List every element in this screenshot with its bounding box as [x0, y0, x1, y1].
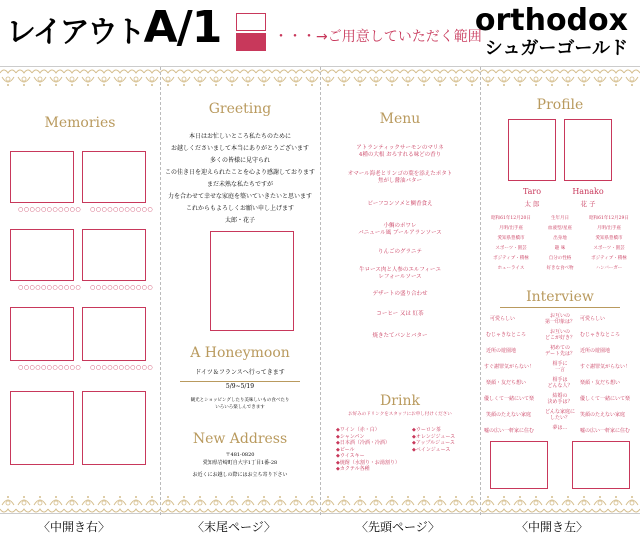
brand — [475, 4, 628, 60]
drink-item: ◆オレンジジュース — [412, 433, 456, 440]
caption-dots: ○○○○○○○○○○○ — [18, 284, 82, 291]
profile-cell: スポーツ・園芸 — [495, 246, 527, 251]
photo-frame — [10, 391, 74, 465]
panel-menu — [320, 67, 480, 515]
footer-label-inner-left: 〈中開き左〉 — [516, 520, 589, 534]
interview-question: 初めての デート先は？ — [544, 345, 575, 357]
brand-sub: シュガーゴールド — [484, 38, 628, 59]
swatch-outline — [236, 13, 266, 31]
photo-frame — [10, 229, 74, 281]
interview-question: 相手に 一言 — [552, 361, 568, 373]
address-title: New Address — [192, 431, 288, 447]
interview-rule — [500, 307, 620, 308]
drink-item: ◆ビール — [336, 446, 355, 453]
greeting-title: Greeting — [208, 101, 272, 117]
drink-item: ◆アップルジュース — [412, 440, 455, 446]
memories-title: Memories — [44, 115, 116, 131]
profile-cell: 好きな食べ物 — [546, 266, 574, 271]
greeting-line: この佳き日を迎えられたことを心より感謝しております — [164, 169, 315, 176]
drink-note: お好みのドリンクをスタッフにお申し付けください — [348, 412, 452, 417]
interview-answer-bride: 近所の遊園地 — [580, 348, 611, 354]
profile-cell: 出身地 — [553, 236, 567, 241]
panel-profile — [480, 67, 640, 515]
swatch-filled — [236, 33, 266, 51]
profile-cell: 血液型/星座 — [547, 226, 573, 231]
menu-title: Menu — [379, 111, 421, 127]
greeting-line: 力を合わせて幸せな家庭を築いていきたいと思います — [167, 193, 312, 200]
greeting-line: 本日はお忙しいところ私たちのために — [188, 133, 291, 140]
honeymoon-date: 5/9~5/19 — [225, 383, 255, 390]
address-line: 愛知県岩崎町自大字1丁目1番-28 — [202, 460, 278, 466]
drink-item: ◆日本酒（冷酒・冷酒） — [336, 440, 390, 446]
footer-label-inner-right: 〈中開き右〉 — [38, 520, 111, 534]
profile-cell: 愛知県豊橋市 — [497, 236, 525, 241]
drink-title: Drink — [380, 393, 420, 409]
photo-frame — [82, 391, 146, 465]
interview-question: お互いの 第一印象は？ — [544, 313, 575, 325]
photo-frame — [82, 229, 146, 281]
greeting-line: これからもよろしくお願い申し上げます — [185, 205, 294, 212]
caption-dots: ○○○○○○○○○○○ — [90, 364, 154, 371]
profile-cell: ハンバーガー — [595, 266, 623, 271]
honeymoon-destination: ドイツ＆フランスへ行ってきます — [195, 369, 285, 376]
menu-item: ビーフコンソメと鯛香食え — [367, 201, 433, 207]
menu-item: 牛ロース肉と人参のエルフィーユ レフォールソース — [359, 267, 441, 280]
drink-list-right — [412, 427, 455, 453]
layout-sheet — [0, 66, 640, 514]
bride-name-jp: 花 子 — [580, 200, 596, 208]
interview-answer-groom: 楽顔・友だち想い — [486, 380, 527, 386]
interview-title: Interview — [526, 289, 594, 305]
profile-cell: ポジティブ・積極 — [493, 256, 529, 261]
layout-title — [6, 2, 221, 53]
menu-item: 小鯛のポワレ バニュール風 ブールアランソース — [358, 223, 442, 236]
address-zip: 〒481-0820 — [225, 452, 255, 458]
greeting-line: 多くの皆様に見守られ — [209, 157, 270, 164]
honeymoon-title: A Honeymoon — [190, 345, 290, 361]
layout-title-jp: レイアウト — [6, 15, 144, 50]
footer-label-last-page: 〈末尾ページ〉 — [192, 520, 276, 534]
photo-frame — [508, 119, 556, 181]
interview-answer-bride: 笑顔のたえない家庭 — [580, 412, 626, 418]
interview-answer-bride: 可愛らしい — [580, 316, 606, 322]
drink-item: ◆焼酎（水割り・お湯割り） — [336, 459, 400, 466]
caption-dots: ○○○○○○○○○○○ — [18, 364, 82, 371]
footer-label-first-page: 〈先頭ページ〉 — [356, 520, 440, 534]
interview-question: どんな家庭に したい？ — [544, 409, 575, 421]
interview-question: 夢は… — [552, 425, 568, 431]
interview-answer-groom: むじゃきなところ — [486, 332, 527, 338]
interview-answer-groom: 可愛らしい — [490, 316, 516, 322]
profile-cell: 愛知県豊橋市 — [595, 236, 623, 241]
interview-answer-bride: 嘘の広い一軒家に住む — [580, 428, 631, 434]
honeymoon-note: いろいろ楽しんできます — [215, 405, 265, 410]
profile-cell: 自分の性格 — [548, 256, 572, 261]
groom-name-en: Taro — [522, 187, 542, 196]
interview-question: お互いの どこが好き？ — [544, 329, 575, 341]
profile-cell: ホューライス — [497, 266, 525, 271]
honeymoon-note: 観光とショッピングしたり美味しいもの食べたり — [190, 398, 290, 403]
address-note: お近くにお越しの際にはお立ち寄り下さい — [192, 472, 288, 478]
menu-item: 焼きたてパンとバター — [372, 333, 428, 339]
brand-name: orthodox — [474, 3, 628, 38]
greeting-line: まだ未熟な私たちですが — [207, 181, 273, 188]
profile-cell: 生年月日 — [551, 216, 569, 221]
profile-cell: 趣 味 — [554, 246, 566, 251]
drink-item: ◆ペインジュース — [412, 446, 451, 453]
drink-item: ◆ウーロン茶 — [412, 427, 441, 433]
photo-frame — [10, 307, 74, 361]
interview-answer-bride: 優しくて一緒にいて楽 — [580, 396, 631, 402]
drink-list-left — [336, 427, 400, 473]
interview-answer-groom: すぐ謝罪気がらない！ — [484, 364, 535, 370]
layout-code: A/1 — [143, 2, 222, 53]
drink-item: ◆ワイン（赤・白） — [336, 427, 380, 433]
interview-answer-bride: すぐ謝罪気がらない！ — [580, 364, 631, 370]
photo-frame — [82, 307, 146, 361]
interview-answer-groom: 笑顔のたえない家庭 — [486, 412, 532, 418]
interview-answer-groom: 嘘の広い一軒家に住む — [484, 428, 535, 434]
interview-answer-groom: 近所の遊園地 — [486, 348, 517, 354]
profile-cell: 昭和61年12月29日 — [589, 216, 629, 221]
menu-item: りんごのグラニテ — [377, 249, 422, 255]
drink-item: ◆シャンパン — [336, 433, 365, 440]
photo-frame — [82, 151, 146, 203]
interview-question: 相手は どんな人？ — [547, 377, 573, 389]
menu-item: オマール海老とリンゴの葉を添えたポタト 焦がし醤油バター — [347, 171, 453, 184]
caption-dots: ○○○○○○○○○○○ — [90, 206, 154, 213]
interview-answer-bride: 楽顔・友だち想い — [580, 380, 621, 386]
groom-name-jp: 太 郎 — [524, 200, 540, 208]
panel-memories — [0, 67, 160, 515]
panel-greeting — [160, 67, 320, 515]
profile-cell: スポーツ・園芸 — [593, 246, 625, 251]
greeting-signature: 太郎・花子 — [224, 217, 255, 224]
greeting-line: お越しくださいまして本当にありがとうございます — [170, 145, 309, 152]
legend-text: ・・・→ご用意していただく範囲 — [274, 29, 482, 45]
menu-item: デザートの盛り合わせ — [372, 291, 428, 297]
interview-answer-bride: むじゃきなところ — [580, 332, 621, 338]
drink-item: ◆カクテル各種 — [336, 466, 370, 472]
caption-dots: ○○○○○○○○○○○ — [18, 206, 82, 213]
bride-name-en: Hanako — [572, 187, 604, 196]
photo-frame — [10, 151, 74, 203]
profile-cell: ポジティブ・積極 — [591, 256, 627, 261]
drink-item: ◆ウイスキー — [336, 453, 365, 459]
profile-cell: 昭和61年12月20日 — [491, 216, 531, 221]
caption-dots: ○○○○○○○○○○○ — [90, 284, 154, 291]
interview-answer-groom: 優しくて一緒にいて楽 — [484, 396, 535, 402]
photo-frame — [564, 119, 612, 181]
photo-frame — [490, 441, 548, 489]
profile-cell: 月明/出手座 — [498, 226, 524, 231]
profile-title: Profile — [536, 97, 584, 113]
menu-item: アトランティックサーモンのマリネ 4種の大根 おろすれる味どの香り — [356, 145, 444, 158]
photo-frame — [210, 231, 294, 331]
photo-frame — [572, 441, 630, 489]
menu-item: コーヒー 又は 紅茶 — [376, 311, 424, 317]
profile-cell: 月明/出手座 — [596, 226, 622, 231]
interview-question: 結婚の 決め手は？ — [547, 393, 573, 405]
